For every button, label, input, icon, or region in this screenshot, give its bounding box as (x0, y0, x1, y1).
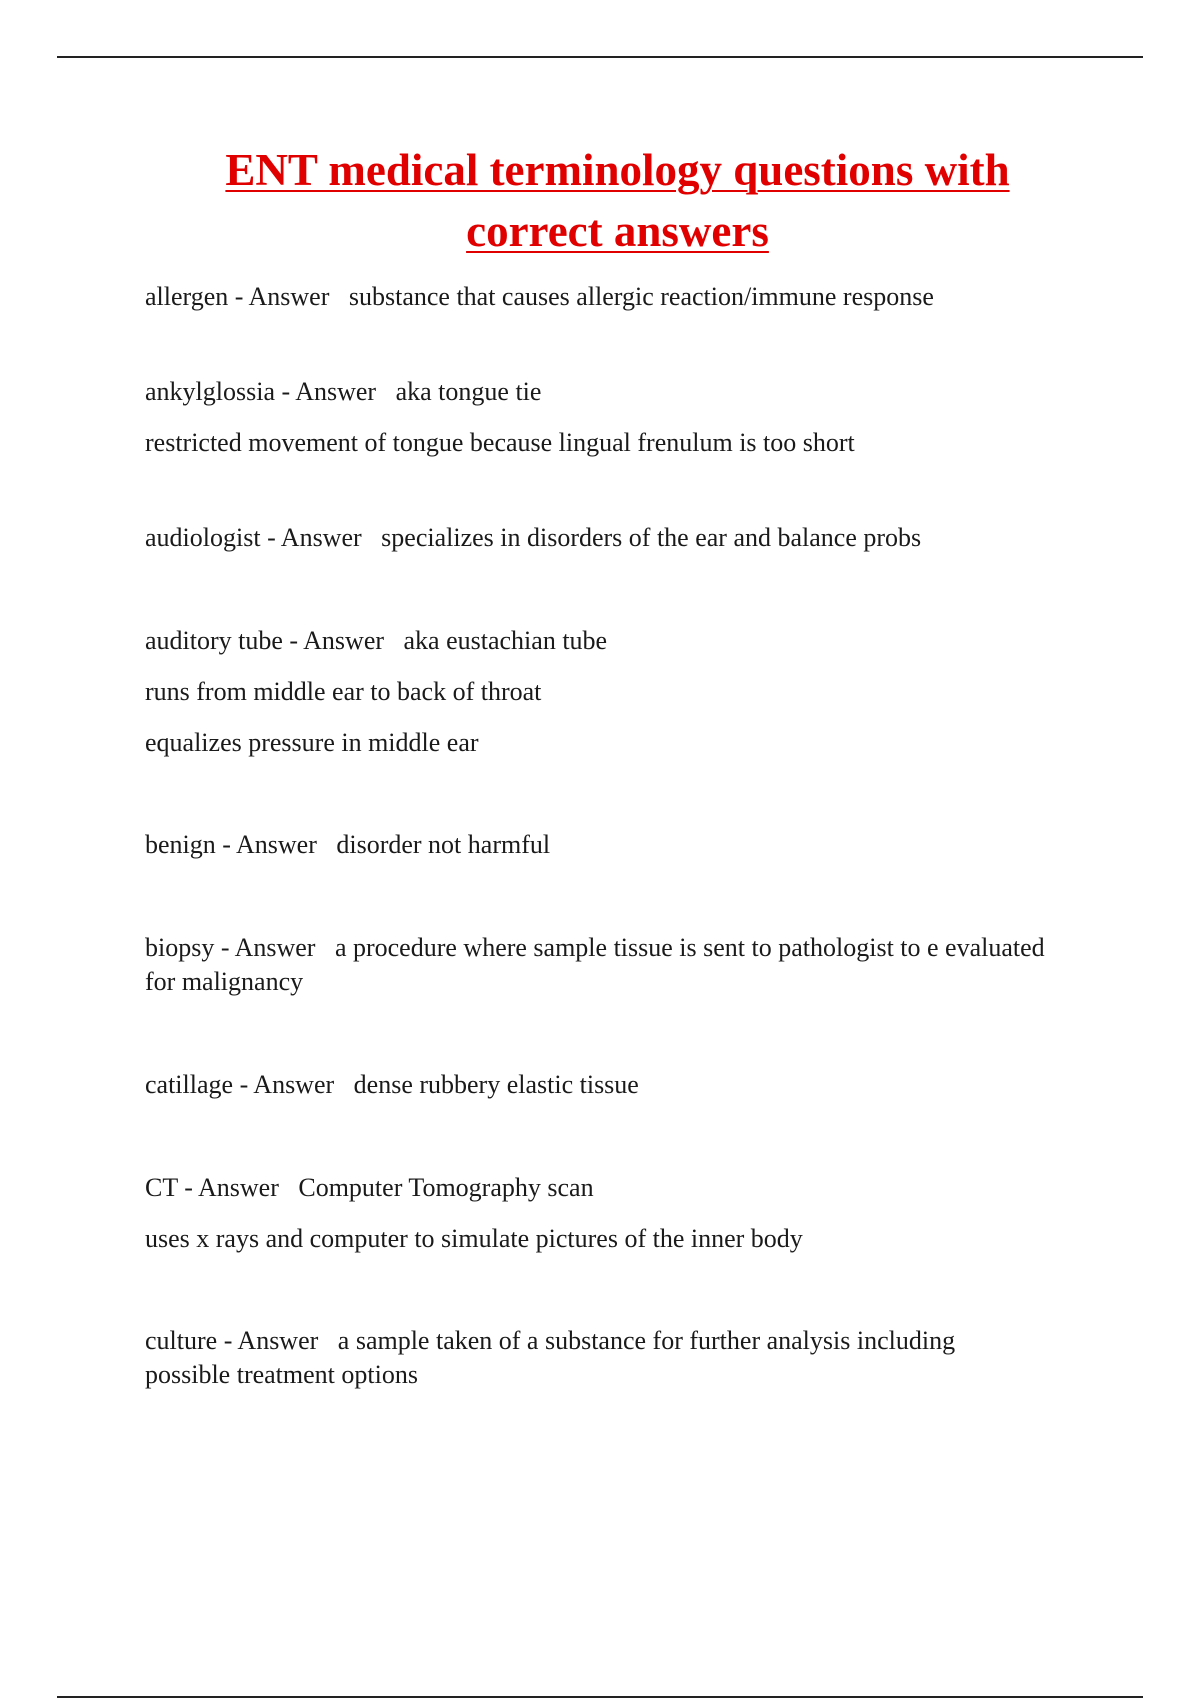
answer-label: - Answer (222, 830, 317, 859)
qa-line (145, 1171, 1045, 1205)
page-title (150, 140, 1085, 262)
qa-item-ankylglossia (145, 375, 1045, 521)
answer-label: - Answer (234, 282, 330, 311)
qa-list (145, 280, 1045, 1392)
qa-line: restricted movement of tongue because lingual frenulum is too short (145, 428, 855, 457)
term: ankylglossia (145, 377, 275, 406)
answer-text: a procedure where sample tissue is sent to pathologist to e evaluated for malignancy (145, 933, 1045, 996)
term: catillage (145, 1070, 234, 1099)
answer-text: disorder not harmful (336, 830, 551, 859)
answer-text: aka eustachian tube (403, 626, 608, 655)
bottom-rule (57, 1696, 1143, 1698)
qa-item-ct (145, 1171, 1045, 1324)
qa-line (145, 1068, 1045, 1102)
qa-line (145, 375, 1045, 409)
answer-text: Computer Tomography scan (298, 1173, 594, 1202)
qa-item-catillage (145, 1068, 1045, 1171)
answer-label: - Answer (184, 1173, 279, 1202)
answer-text: dense rubbery elastic tissue (353, 1070, 639, 1099)
qa-item-auditory-tube (145, 624, 1045, 828)
qa-item-benign (145, 828, 1045, 931)
answer-label: - Answer (223, 1326, 319, 1355)
term: biopsy (145, 933, 215, 962)
answer-label: - Answer (289, 626, 385, 655)
answer-text: substance that causes allergic reaction/immune response (348, 282, 934, 311)
term: auditory tube (145, 626, 283, 655)
qa-line: uses x rays and computer to simulate pictures of the inner body (145, 1224, 803, 1253)
term: audiologist (145, 523, 261, 552)
answer-label: - Answer (267, 523, 362, 552)
qa-line (145, 931, 1045, 999)
qa-item-allergen (145, 280, 1045, 375)
answer-text: a sample taken of a substance for further analysis including possible treatment options (145, 1326, 956, 1389)
term: benign (145, 830, 216, 859)
answer-label: - Answer (239, 1070, 335, 1099)
term: allergen (145, 282, 229, 311)
qa-line (145, 1324, 1045, 1392)
term: CT (145, 1173, 178, 1202)
qa-line (145, 521, 1045, 555)
answer-label: - Answer (220, 933, 316, 962)
top-rule (57, 56, 1143, 58)
answer-text: specializes in disorders of the ear and balance probs (381, 523, 922, 552)
qa-line (145, 624, 1045, 658)
qa-line (145, 828, 1045, 862)
title-line-1: ENT medical terminology questions with (225, 145, 1010, 195)
qa-line: runs from middle ear to back of throat (145, 677, 542, 706)
term: culture (145, 1326, 218, 1355)
qa-item-culture (145, 1324, 1045, 1392)
qa-line (145, 280, 1045, 314)
qa-item-audiologist (145, 521, 1045, 624)
qa-line: equalizes pressure in middle ear (145, 728, 479, 757)
answer-label: - Answer (281, 377, 377, 406)
title-line-2: correct answers (466, 206, 769, 256)
answer-text: aka tongue tie (395, 377, 542, 406)
qa-item-biopsy (145, 931, 1045, 1068)
